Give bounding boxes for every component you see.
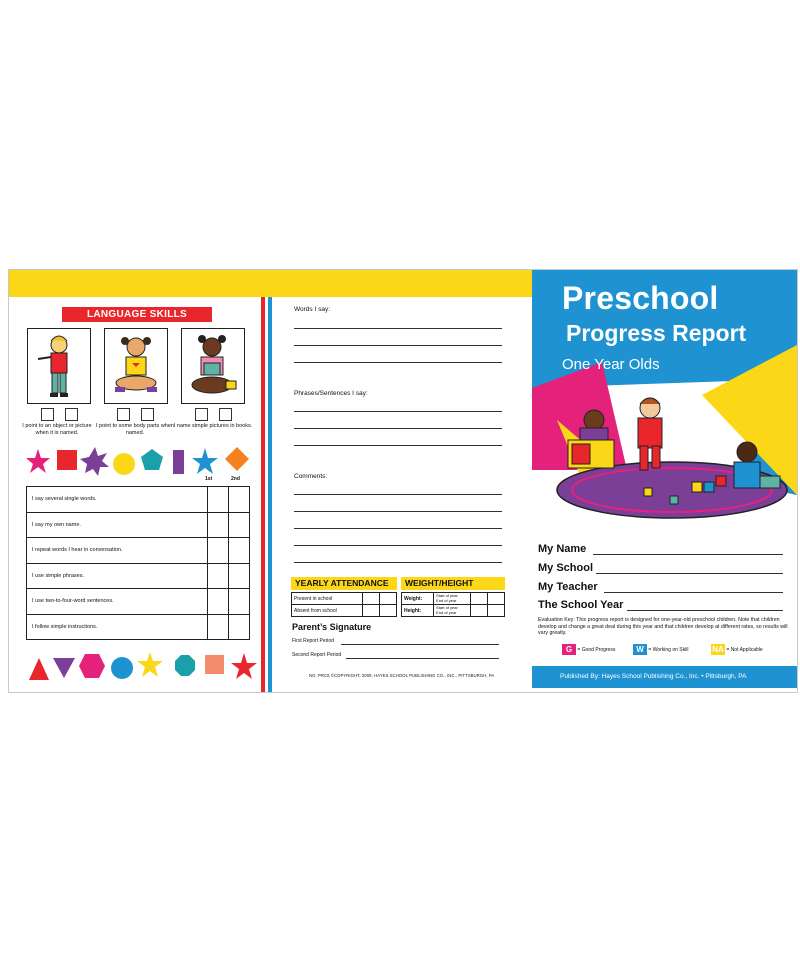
first-report-period-label: First Report Period <box>292 638 334 644</box>
table-row <box>292 593 397 605</box>
weight-height-heading: WEIGHT/HEIGHT <box>401 577 505 590</box>
school-year-line[interactable] <box>627 610 783 611</box>
legend-good-progress <box>562 644 615 655</box>
rating-cell[interactable] <box>229 487 250 513</box>
rating-cell[interactable] <box>208 589 229 615</box>
my-name-line[interactable] <box>593 554 783 555</box>
comments-line[interactable] <box>294 528 502 529</box>
legend-not-applicable <box>711 644 763 655</box>
parents-signature-title: Parent’s Signature <box>292 622 372 632</box>
progress-report-spread <box>8 269 798 693</box>
decorative-shapes-top <box>23 445 263 479</box>
weight-label: Weight: <box>402 593 434 605</box>
skill-1-checkbox-1st[interactable] <box>41 408 54 421</box>
absent-cell[interactable] <box>380 605 397 617</box>
table-row <box>27 538 250 564</box>
table-row <box>402 605 505 617</box>
legend-working-on-skill <box>633 644 688 655</box>
start-of-year: Start of year <box>436 593 458 598</box>
table-row <box>402 593 505 605</box>
language-skills-banner: LANGUAGE SKILLS <box>62 307 212 322</box>
second-signature-line[interactable] <box>346 658 499 659</box>
skill-3-checkbox-1st[interactable] <box>195 408 208 421</box>
legend-text: = Good Progress <box>577 646 616 653</box>
end-of-year: End of year <box>436 597 457 603</box>
field-my-school: My School <box>538 562 594 574</box>
skill-row-label: I use simple phrases. <box>27 563 208 589</box>
skill-2-caption: I point to some body parts when named. <box>96 423 174 436</box>
phrases-label: Phrases/Sentences I say: <box>294 390 368 397</box>
comments-label: Comments: <box>294 473 328 480</box>
table-row <box>292 605 397 617</box>
rating-cell[interactable] <box>208 614 229 640</box>
start-of-year: Start of year <box>436 605 458 610</box>
column-header-2nd: 2nd <box>231 476 240 482</box>
weight-period <box>434 593 471 605</box>
present-label: Present in school <box>292 593 363 605</box>
height-period <box>434 605 471 617</box>
rating-cell[interactable] <box>208 563 229 589</box>
phrases-line[interactable] <box>294 411 502 412</box>
top-yellow-band <box>9 270 532 297</box>
rating-cell[interactable] <box>229 614 250 640</box>
weight-cell[interactable] <box>471 593 488 605</box>
rating-cell[interactable] <box>229 512 250 538</box>
weight-cell[interactable] <box>488 593 505 605</box>
table-row <box>27 563 250 589</box>
height-cell[interactable] <box>488 605 505 617</box>
rating-cell[interactable] <box>229 563 250 589</box>
table-row <box>27 589 250 615</box>
height-cell[interactable] <box>471 605 488 617</box>
skill-1-caption: I point to an object or picture when it is named. <box>22 423 92 436</box>
field-my-teacher: My Teacher <box>538 581 598 593</box>
words-label: Words I say: <box>294 306 331 313</box>
legend-chip-g: G <box>562 644 576 655</box>
skill-2-checkbox-2nd[interactable] <box>141 408 154 421</box>
child-illustration-pointing <box>27 328 91 404</box>
cover-subtitle: Progress Report <box>566 320 747 346</box>
rating-cell[interactable] <box>229 538 250 564</box>
comments-line[interactable] <box>294 511 502 512</box>
legend-text: = Not Applicable <box>726 646 763 653</box>
rating-cell[interactable] <box>208 538 229 564</box>
report-cover <box>532 270 797 692</box>
my-school-line[interactable] <box>596 573 783 574</box>
column-header-1st: 1st <box>205 476 213 482</box>
present-cell[interactable] <box>363 593 380 605</box>
words-line[interactable] <box>294 362 502 363</box>
yearly-attendance-heading: YEARLY ATTENDANCE <box>291 577 397 590</box>
end-of-year: End of year <box>436 609 457 615</box>
phrases-line[interactable] <box>294 428 502 429</box>
skill-1-checkbox-2nd[interactable] <box>65 408 78 421</box>
skill-3-caption: I name simple pictures in books. <box>173 423 253 429</box>
weight-height-table <box>401 592 505 617</box>
first-signature-line[interactable] <box>341 644 499 645</box>
cover-age-group: One Year Olds <box>562 356 660 373</box>
absent-cell[interactable] <box>363 605 380 617</box>
field-school-year: The School Year <box>538 599 624 611</box>
phrases-line[interactable] <box>294 445 502 446</box>
skill-row-label: I say several single words. <box>27 487 208 513</box>
table-row <box>27 487 250 513</box>
decorative-shapes-bottom <box>23 650 263 684</box>
height-label: Height: <box>402 605 434 617</box>
table-row <box>27 512 250 538</box>
copyright-notice: NO. PRC6 ©COPYRIGHT, 2009, HAYES SCHOOL PUBLISHING CO., INC., PITTSBURGH, PA <box>309 673 495 678</box>
second-report-period-label: Second Report Period <box>292 652 342 658</box>
comments-line[interactable] <box>294 545 502 546</box>
rating-cell[interactable] <box>229 589 250 615</box>
skill-3-checkbox-2nd[interactable] <box>219 408 232 421</box>
words-line[interactable] <box>294 328 502 329</box>
cover-title: Preschool <box>562 280 719 316</box>
publisher-bar: Published By: Hayes School Publishing Co., Inc. • Pittsburgh, PA <box>532 666 797 688</box>
present-cell[interactable] <box>380 593 397 605</box>
red-divider-stripe <box>261 297 265 692</box>
comments-line[interactable] <box>294 562 502 563</box>
legend-text: = Working on Skill <box>648 646 689 653</box>
skill-row-label: I follow simple instructions. <box>27 614 208 640</box>
child-illustration-sitting <box>104 328 168 404</box>
table-row <box>27 614 250 640</box>
absent-label: Absent from school <box>292 605 363 617</box>
rating-cell[interactable] <box>208 487 229 513</box>
legend-chip-na: NA <box>712 645 724 654</box>
blue-divider-stripe <box>268 297 272 692</box>
my-teacher-line[interactable] <box>604 592 783 593</box>
skill-row-label: I use two-to-four-word sentences. <box>27 589 208 615</box>
rating-cell[interactable] <box>208 512 229 538</box>
legend-chip-w: W <box>633 644 647 655</box>
skill-row-label: I say my own name. <box>27 512 208 538</box>
language-skills-table <box>26 486 250 640</box>
evaluation-key: Evaluation Key: This progress report is designed for one-year-old preschool children. Note that children develop and change a great deal during this year and that children develop at different rates, so results will vary greatly. <box>538 617 788 636</box>
comments-line[interactable] <box>294 494 502 495</box>
field-my-name: My Name <box>538 543 587 555</box>
child-illustration-reading <box>181 328 245 404</box>
words-line[interactable] <box>294 345 502 346</box>
skill-2-checkbox-1st[interactable] <box>117 408 130 421</box>
attendance-table <box>291 592 397 617</box>
skill-row-label: I repeat words I hear in conversation. <box>27 538 208 564</box>
